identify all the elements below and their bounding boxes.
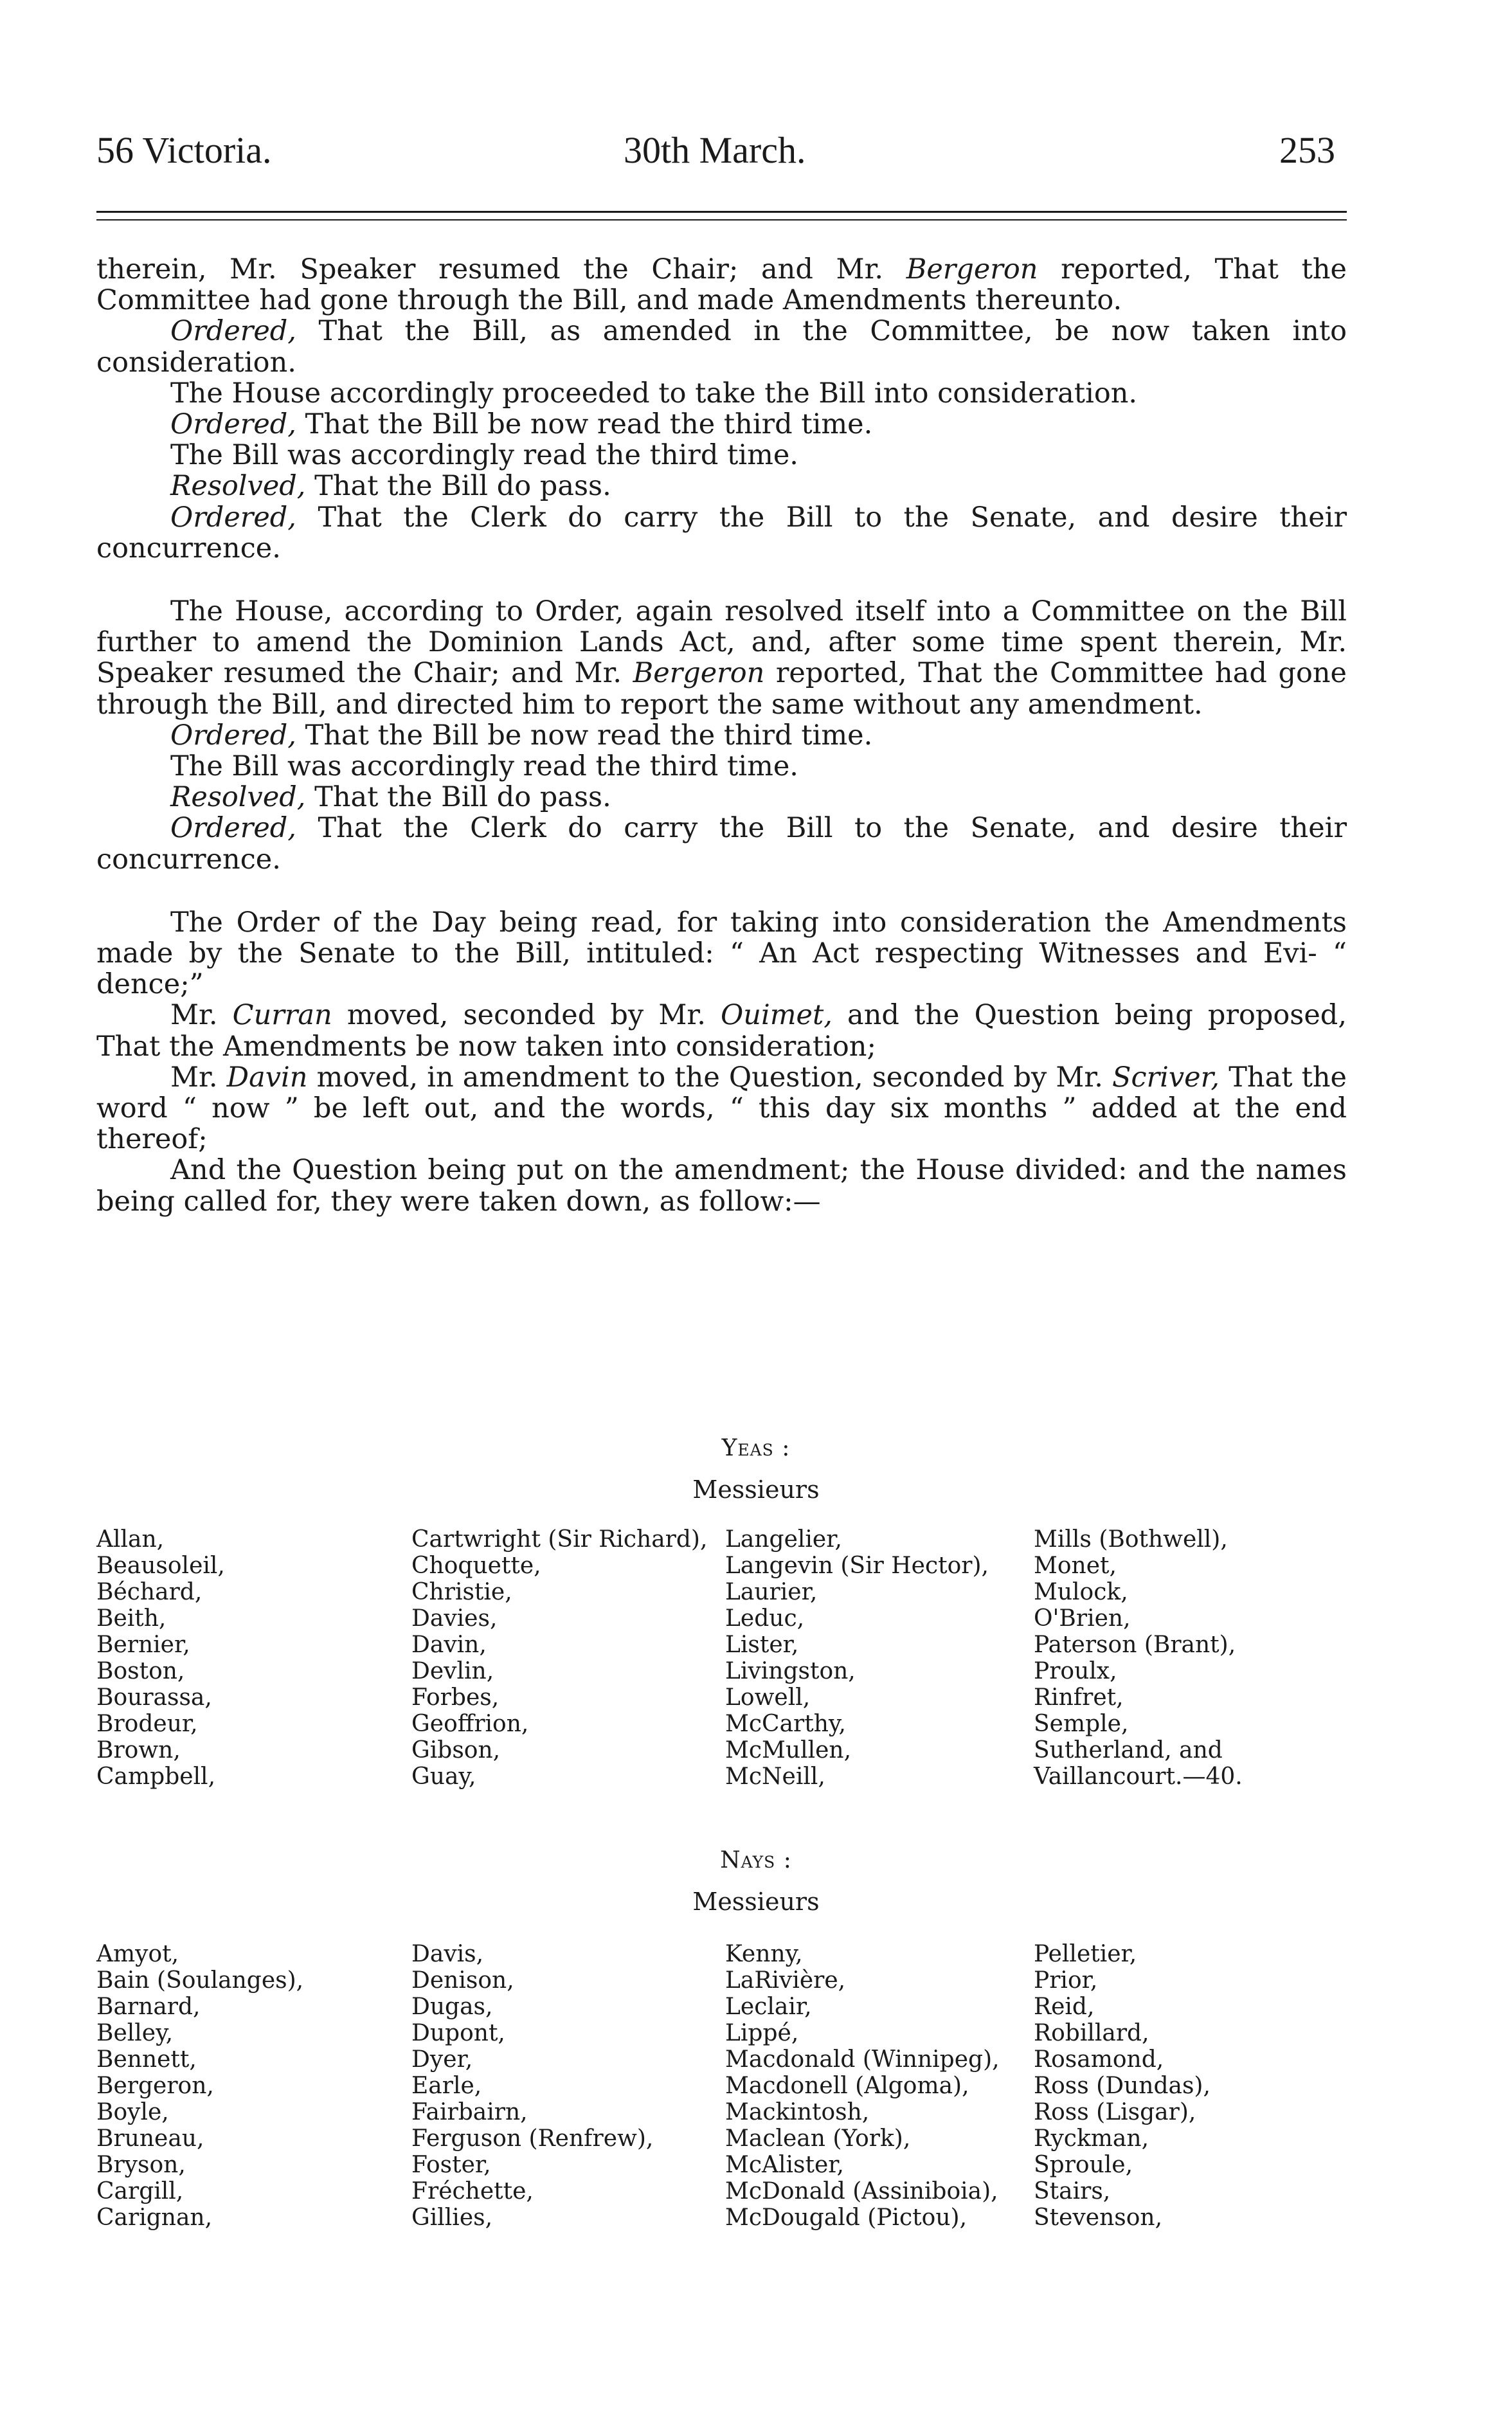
nay-member-name: Leclair, bbox=[725, 1994, 812, 2020]
yea-member-name: Béchard, bbox=[96, 1579, 203, 1605]
yea-member-name: Allan, bbox=[96, 1526, 165, 1553]
nay-member-name: Barnard, bbox=[96, 1994, 201, 2020]
paragraph bbox=[96, 813, 1347, 874]
nays-subheading: Messieurs bbox=[692, 1888, 820, 1916]
nay-member-name: Dyer, bbox=[411, 2046, 473, 2073]
text-run: That the word “ now ” be left out, and the words, “ this day six months ” added at the end thereof; bbox=[96, 1061, 1347, 1156]
nay-member-name: Macdonell (Algoma), bbox=[725, 2073, 969, 2099]
nay-member-name: McAlister, bbox=[725, 2152, 844, 2178]
yea-member-name: Monet, bbox=[1034, 1553, 1117, 1579]
nay-member-name: Macdonald (Winnipeg), bbox=[725, 2046, 1000, 2073]
yea-member-name: Campbell, bbox=[96, 1763, 216, 1790]
italic-text: Ordered, bbox=[170, 501, 296, 534]
nay-member-name: Fairbairn, bbox=[411, 2099, 528, 2125]
nay-member-name: Dupont, bbox=[411, 2020, 505, 2046]
yea-member-name: Gibson, bbox=[411, 1737, 501, 1763]
text-run: That the Bill do pass. bbox=[305, 470, 611, 503]
text-run: The House, according to Order, again resolved itself into a Committee on the Bill further to amend the Dominion Lands Act, and, after some time spent therein, Mr. Speaker resumed the Chair; and Mr. bbox=[96, 595, 1347, 690]
paragraph bbox=[96, 782, 1347, 813]
nay-member-name: LaRivière, bbox=[725, 1967, 846, 1994]
nay-member-name: Earle, bbox=[411, 2073, 482, 2099]
nay-member-name: Bruneau, bbox=[96, 2125, 204, 2152]
nay-member-name: Stevenson, bbox=[1034, 2204, 1163, 2231]
yea-member-name: Brown, bbox=[96, 1737, 181, 1763]
italic-text: Ordered, bbox=[170, 408, 296, 441]
text-run: The House accordingly proceeded to take the Bill into consideration. bbox=[170, 377, 1138, 410]
italic-text: Scriver, bbox=[1112, 1061, 1220, 1094]
nay-member-name: Mackintosh, bbox=[725, 2099, 870, 2125]
nay-member-name: Sproule, bbox=[1034, 2152, 1133, 2178]
nay-member-name: Davis, bbox=[411, 1941, 484, 1967]
nay-member-name: Dugas, bbox=[411, 1994, 493, 2020]
text-run: That the Bill do pass. bbox=[305, 781, 611, 814]
yea-member-name: O'Brien, bbox=[1034, 1605, 1131, 1632]
proceedings-text bbox=[96, 254, 1347, 1217]
italic-text: Ordered, bbox=[170, 812, 296, 845]
yea-member-name: Brodeur, bbox=[96, 1711, 198, 1737]
yea-member-name: Paterson (Brant), bbox=[1034, 1632, 1236, 1658]
text-run: The Bill was accordingly read the third time. bbox=[170, 750, 798, 783]
yea-member-name: Geoffrion, bbox=[411, 1711, 529, 1737]
text-run: reported, That the Committee had gone through the Bill, and made Amendments thereunto. bbox=[96, 253, 1347, 317]
text-run: and the Question being proposed, That the Amendments be now taken into consideration; bbox=[96, 999, 1347, 1063]
paragraph bbox=[96, 907, 1347, 1000]
nay-member-name: Ferguson (Renfrew), bbox=[411, 2125, 654, 2152]
italic-text: Resolved, bbox=[170, 470, 306, 503]
nay-member-name: Foster, bbox=[411, 2152, 491, 2178]
italic-text: Resolved, bbox=[170, 781, 306, 814]
yeas-heading: Yeas : bbox=[721, 1435, 791, 1461]
paragraph bbox=[96, 316, 1347, 377]
italic-text: Ouimet, bbox=[721, 999, 833, 1032]
text-run: The Bill was accordingly read the third time. bbox=[170, 439, 798, 472]
paragraph bbox=[96, 1155, 1347, 1216]
text-run: moved, seconded by Mr. bbox=[332, 999, 721, 1032]
nay-member-name: Ross (Lisgar), bbox=[1034, 2099, 1196, 2125]
text-run: therein, Mr. Speaker resumed the Chair; and Mr. bbox=[96, 253, 906, 285]
yea-member-name: McMullen, bbox=[725, 1737, 852, 1763]
yea-member-name: Forbes, bbox=[411, 1684, 500, 1711]
nay-member-name: Amyot, bbox=[96, 1941, 179, 1967]
yea-member-name: Boston, bbox=[96, 1658, 185, 1684]
nay-member-name: Gillies, bbox=[411, 2204, 493, 2231]
yea-member-name: Livingston, bbox=[725, 1658, 856, 1684]
yea-member-name: Bernier, bbox=[96, 1632, 190, 1658]
nay-member-name: Bryson, bbox=[96, 2152, 186, 2178]
nay-member-name: McDonald (Assiniboia), bbox=[725, 2178, 998, 2204]
yea-member-name: McCarthy, bbox=[725, 1711, 846, 1737]
nay-member-name: Denison, bbox=[411, 1967, 514, 1994]
paragraph bbox=[96, 720, 1347, 751]
nays-heading: Nays : bbox=[720, 1847, 792, 1873]
text-run: That the Bill be now read the third time. bbox=[296, 408, 873, 441]
nay-member-name: Kenny, bbox=[725, 1941, 803, 1967]
text-run: That the Bill, as amended in the Committee, be now taken into consideration. bbox=[96, 315, 1347, 379]
yea-member-name: Beith, bbox=[96, 1605, 166, 1632]
nay-member-name: Stairs, bbox=[1034, 2178, 1111, 2204]
paragraph bbox=[96, 596, 1347, 720]
nay-member-name: Bain (Soulanges), bbox=[96, 1967, 304, 1994]
text-run: That the Clerk do carry the Bill to the Senate, and desire their concurrence. bbox=[96, 501, 1347, 564]
yea-member-name: Lister, bbox=[725, 1632, 799, 1658]
yea-member-name: Langevin (Sir Hector), bbox=[725, 1553, 989, 1579]
nay-member-name: Lippé, bbox=[725, 2020, 799, 2046]
yea-member-name: Guay, bbox=[411, 1763, 476, 1790]
text-run: That the Clerk do carry the Bill to the Senate, and desire their concurrence. bbox=[96, 812, 1347, 876]
yea-member-name: Rinfret, bbox=[1034, 1684, 1124, 1711]
header-rule-thin bbox=[96, 219, 1347, 221]
yea-member-name: Davin, bbox=[411, 1632, 487, 1658]
nay-member-name: Robillard, bbox=[1034, 2020, 1149, 2046]
paragraph bbox=[96, 440, 1347, 471]
yea-member-name: Sutherland, and bbox=[1034, 1737, 1223, 1763]
text-run: reported, That the Committee had gone through the Bill, and directed him to report the same without any amendment. bbox=[96, 657, 1347, 721]
page-number: 253 bbox=[1279, 129, 1335, 171]
paragraph bbox=[96, 378, 1347, 409]
header-regnal-year: 56 Victoria. bbox=[96, 129, 272, 171]
yea-member-name: Cartwright (Sir Richard), bbox=[411, 1526, 708, 1553]
yea-member-name: Davies, bbox=[411, 1605, 498, 1632]
text-run: Mr. bbox=[170, 1061, 227, 1094]
nay-member-name: Fréchette, bbox=[411, 2178, 534, 2204]
nay-member-name: Cargill, bbox=[96, 2178, 184, 2204]
yea-member-name: Mulock, bbox=[1034, 1579, 1128, 1605]
header-date: 30th March. bbox=[624, 129, 806, 171]
text-run: And the Question being put on the amendment; the House divided: and the names being called for, they were taken down, as follow:— bbox=[96, 1154, 1347, 1218]
nay-member-name: Prior, bbox=[1034, 1967, 1098, 1994]
yea-member-name: Laurier, bbox=[725, 1579, 818, 1605]
italic-text: Ordered, bbox=[170, 315, 296, 348]
italic-text: Bergeron bbox=[633, 657, 765, 690]
nay-member-name: Rosamond, bbox=[1034, 2046, 1164, 2073]
yea-member-name: Choquette, bbox=[411, 1553, 541, 1579]
nay-member-name: Pelletier, bbox=[1034, 1941, 1137, 1967]
nay-member-name: Ross (Dundas), bbox=[1034, 2073, 1210, 2099]
paragraph bbox=[96, 471, 1347, 501]
yeas-subheading: Messieurs bbox=[692, 1475, 820, 1504]
italic-text: Ordered, bbox=[170, 719, 296, 752]
nay-member-name: Boyle, bbox=[96, 2099, 169, 2125]
yea-member-name: Langelier, bbox=[725, 1526, 842, 1553]
yea-member-name: Proulx, bbox=[1034, 1658, 1117, 1684]
yea-member-name: Christie, bbox=[411, 1579, 512, 1605]
text-run: The Order of the Day being read, for taking into consideration the Amendments made by the Senate to the Bill, intituled: “ An Act respecting Witnesses and Evi- “ dence;” bbox=[96, 906, 1347, 1001]
nay-member-name: Reid, bbox=[1034, 1994, 1095, 2020]
nay-member-name: Ryckman, bbox=[1034, 2125, 1149, 2152]
paragraph bbox=[96, 502, 1347, 564]
text-run: Mr. bbox=[170, 999, 233, 1032]
yea-member-name: McNeill, bbox=[725, 1763, 825, 1790]
nay-member-name: McDougald (Pictou), bbox=[725, 2204, 968, 2231]
paragraph bbox=[96, 1062, 1347, 1155]
nay-member-name: Maclean (York), bbox=[725, 2125, 911, 2152]
paragraph bbox=[96, 254, 1347, 316]
nay-member-name: Carignan, bbox=[96, 2204, 213, 2231]
text-run: That the Bill be now read the third time. bbox=[296, 719, 873, 752]
paragraph bbox=[96, 751, 1347, 782]
nay-member-name: Belley, bbox=[96, 2020, 174, 2046]
yea-member-name: Vaillancourt.—40. bbox=[1034, 1763, 1243, 1790]
yea-member-name: Leduc, bbox=[725, 1605, 805, 1632]
text-run: moved, in amendment to the Question, seconded by Mr. bbox=[307, 1061, 1113, 1094]
nay-member-name: Bergeron, bbox=[96, 2073, 214, 2099]
yea-member-name: Semple, bbox=[1034, 1711, 1129, 1737]
yea-member-name: Lowell, bbox=[725, 1684, 811, 1711]
yea-member-name: Devlin, bbox=[411, 1658, 494, 1684]
italic-text: Davin bbox=[226, 1061, 308, 1094]
nay-member-name: Bennett, bbox=[96, 2046, 197, 2073]
italic-text: Bergeron bbox=[906, 253, 1038, 285]
yea-member-name: Beausoleil, bbox=[96, 1553, 225, 1579]
italic-text: Curran bbox=[232, 999, 332, 1032]
yea-member-name: Mills (Bothwell), bbox=[1034, 1526, 1228, 1553]
header-rule-thick bbox=[96, 211, 1347, 213]
yea-member-name: Bourassa, bbox=[96, 1684, 212, 1711]
paragraph bbox=[96, 1000, 1347, 1061]
paragraph bbox=[96, 409, 1347, 440]
